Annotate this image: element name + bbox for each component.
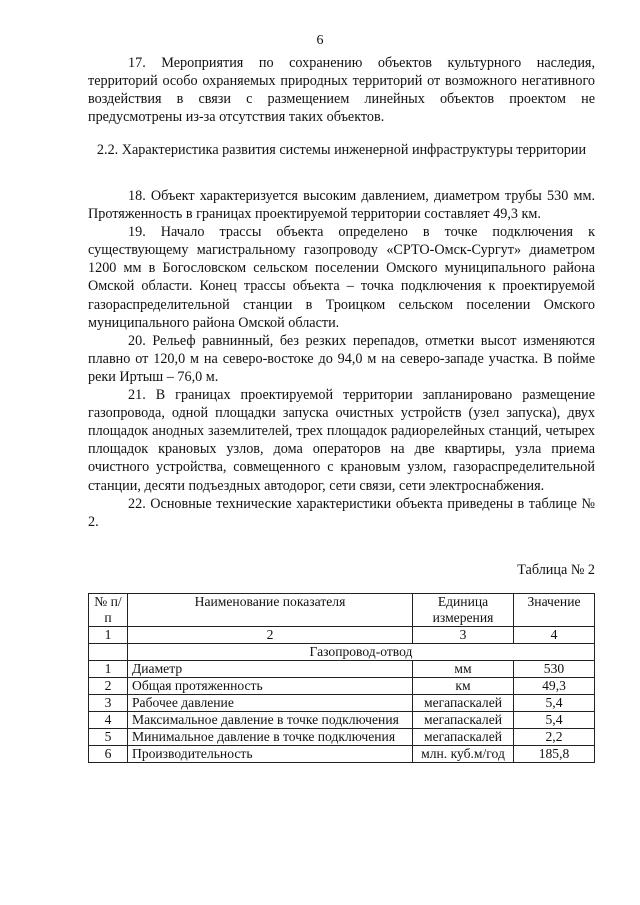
row-number: 5 [89, 729, 128, 746]
table-header-row [89, 594, 595, 627]
column-number-row [89, 627, 595, 644]
row-value: 530 [514, 661, 595, 678]
row-value: 49,3 [514, 678, 595, 695]
row-value: 185,8 [514, 746, 595, 763]
table-row [89, 678, 595, 695]
paragraph-22: 22. Основные технические характеристики объекта приведены в таблице № 2. [88, 495, 595, 530]
paragraph-17 [88, 54, 595, 126]
paragraph-18: 18. Объект характеризуется высоким давлением, диаметром трубы 530 мм. Протяженность в границах проектируемой территории составляет 49,3 км. [88, 188, 595, 223]
column-number: 4 [514, 627, 595, 644]
row-value: 2,2 [514, 729, 595, 746]
row-number: 6 [89, 746, 128, 763]
row-value: 5,4 [514, 695, 595, 712]
column-number: 1 [89, 627, 128, 644]
section-heading: 2.2. Характеристика развития системы инженерной инфраструктуры территории [96, 142, 587, 158]
row-unit: мм [413, 661, 514, 678]
row-value: 5,4 [514, 712, 595, 729]
header-value: Значение [514, 594, 595, 627]
row-name: Максимальное давление в точке подключения [128, 712, 413, 729]
table-row [89, 712, 595, 729]
row-name: Диаметр [128, 661, 413, 678]
row-unit: км [413, 678, 514, 695]
table-row [89, 661, 595, 678]
column-number: 3 [413, 627, 514, 644]
row-unit: мегапаскалей [413, 729, 514, 746]
row-number: 2 [89, 678, 128, 695]
column-number: 2 [128, 627, 413, 644]
row-name: Производительность [128, 746, 413, 763]
table-section-title: Газопровод-отвод [128, 644, 595, 661]
body-paragraphs [88, 187, 595, 531]
paragraph-text: 17. Мероприятия по сохранению объектов культурного наследия, территорий особо охраняемых природных территорий от возможного негативного воздействия в связи с размещением линейных объектов проектом не предусмотрены из-за отсутствия таких объектов. [88, 55, 595, 126]
row-unit: мегапаскалей [413, 712, 514, 729]
paragraph-19: 19. Начало трассы объекта определено в точке подключения к существующему магистральному газопроводу «СРТО-Омск-Сургут» диаметром 1200 мм в Богословском сельском поселении Омского муниципального района Омской области. Конец трассы объекта – точка подключения к проектируемой газораспределительной станции в Троицком сельском поселении Омского муниципального района Омской области. [88, 224, 595, 331]
table-row [89, 729, 595, 746]
page-number: 6 [316, 33, 324, 48]
table-row [89, 695, 595, 712]
row-number: 4 [89, 712, 128, 729]
row-number: 3 [89, 695, 128, 712]
table-section-row [89, 644, 595, 661]
header-number: № п/п [89, 594, 128, 627]
row-unit: мегапаскалей [413, 695, 514, 712]
paragraph-21: 21. В границах проектируемой территории запланировано размещение газопровода, одной площадки запуска очистных устройств (узел запуска), двух площадок анодных заземлителей, трех площадок радиорелейных станций, четырех площадок крановых узлов, дома операторов на две квартиры, узла приема очистного устройства, совмещенного с крановым узлом, газораспределительной станции, десяти подъездных автодорог, сети связи, сети электроснабжения. [88, 387, 595, 494]
header-name: Наименование показателя [128, 594, 413, 627]
header-unit: Единица измерения [413, 594, 514, 627]
table-row [89, 746, 595, 763]
row-number: 1 [89, 661, 128, 678]
table-caption: Таблица № 2 [517, 562, 595, 578]
row-name: Общая протяженность [128, 678, 413, 695]
row-name: Минимальное давление в точке подключения [128, 729, 413, 746]
row-name: Рабочее давление [128, 695, 413, 712]
paragraph-20: 20. Рельеф равнинный, без резких перепадов, отметки высот изменяются плавно от 120,0 м на северо-востоке до 94,0 м на северо-западе участка. В пойме реки Иртыш – 76,0 м. [88, 332, 595, 385]
section-empty-cell [89, 644, 128, 661]
row-unit: млн. куб.м/год [413, 746, 514, 763]
specs-table [88, 593, 595, 763]
